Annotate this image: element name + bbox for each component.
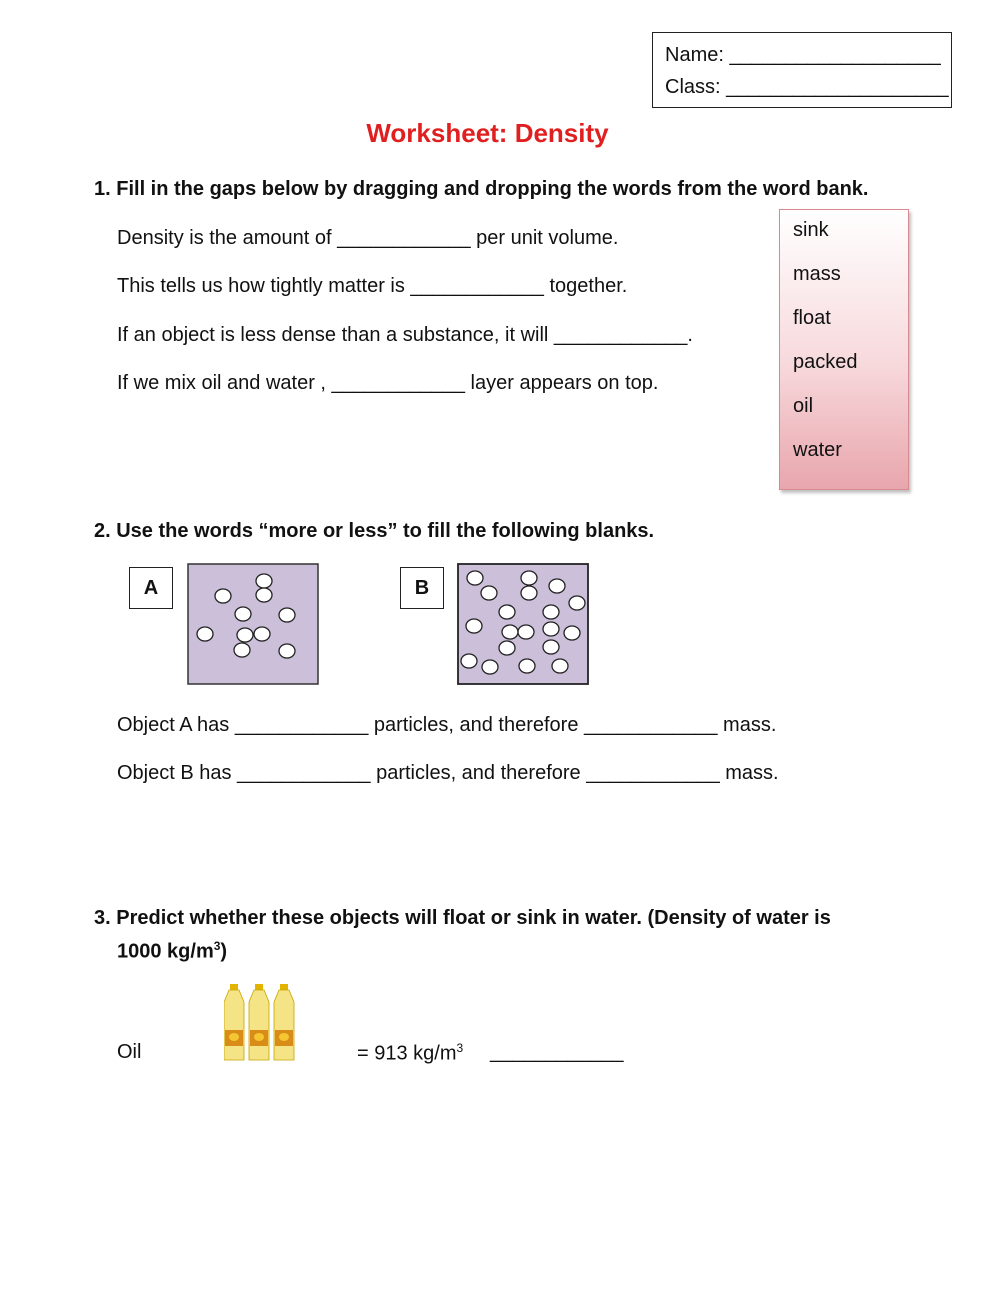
object-b-particle-box	[457, 563, 590, 686]
q1-line-1: Density is the amount of ____________ per unit volume.	[117, 227, 619, 249]
particle	[543, 640, 559, 654]
q1-line-2: This tells us how tightly matter is ____________ together.	[117, 275, 628, 297]
q2-line-2: Object B has ____________ particles, and therefore ____________ mass.	[117, 762, 779, 784]
particle	[521, 571, 537, 585]
class-field[interactable]: Class: ____________________	[665, 76, 949, 98]
particle	[256, 588, 272, 602]
word-bank-item[interactable]: mass	[793, 263, 841, 285]
q2-heading: 2. Use the words “more or less” to fill the following blanks.	[94, 520, 655, 542]
particle	[543, 622, 559, 636]
object-a-container	[188, 564, 318, 684]
oil-bottle-icon	[274, 984, 294, 1060]
particle	[461, 654, 477, 668]
particle	[543, 605, 559, 619]
particle	[235, 607, 251, 621]
word-bank-item[interactable]: float	[793, 307, 831, 329]
word-bank	[779, 209, 909, 490]
label-a: A	[129, 567, 173, 609]
particle	[518, 625, 534, 639]
label-b: B	[400, 567, 444, 609]
particle	[215, 589, 231, 603]
word-bank-item[interactable]: sink	[793, 219, 829, 241]
particle	[521, 586, 537, 600]
particle	[256, 574, 272, 588]
particle	[237, 628, 253, 642]
particle	[519, 659, 535, 673]
particle	[564, 626, 580, 640]
particle	[197, 627, 213, 641]
object-a-particle-box	[187, 563, 320, 686]
particle	[234, 643, 250, 657]
particle	[569, 596, 585, 610]
q3-heading-line-1: 3. Predict whether these objects will float or sink in water. (Density of water is	[94, 907, 831, 929]
particle	[499, 641, 515, 655]
particle	[279, 644, 295, 658]
oil-answer-blank[interactable]: ____________	[490, 1041, 624, 1063]
q1-line-4: If we mix oil and water , ____________ layer appears on top.	[117, 372, 659, 394]
word-bank-item[interactable]: water	[793, 439, 842, 461]
particle	[254, 627, 270, 641]
particle	[549, 579, 565, 593]
oil-bottle-icon	[224, 984, 244, 1060]
oil-density: = 913 $kg/m^3$	[357, 1041, 464, 1065]
particle	[481, 586, 497, 600]
oil-item-label: Oil	[117, 1041, 142, 1063]
oil-bottles-icon	[224, 984, 298, 1062]
word-bank-item[interactable]: packed	[793, 351, 858, 373]
particle	[466, 619, 482, 633]
particle	[552, 659, 568, 673]
oil-bottle-icon	[249, 984, 269, 1060]
page-title: Worksheet: Density	[366, 118, 609, 148]
q2-line-1: Object A has ____________ particles, and therefore ____________ mass.	[117, 714, 777, 736]
name-class-box	[652, 32, 952, 108]
q1-line-3: If an object is less dense than a substance, it will ____________.	[117, 324, 693, 346]
particle	[499, 605, 515, 619]
particle	[502, 625, 518, 639]
q3-heading-line-2: 1000 $kg/m^3$)	[117, 939, 228, 963]
q1-heading: 1. Fill in the gaps below by dragging and dropping the words from the word bank.	[94, 178, 869, 200]
particle	[467, 571, 483, 585]
word-bank-item[interactable]: oil	[793, 395, 814, 417]
particle	[279, 608, 295, 622]
name-field[interactable]: Name: ___________________	[665, 44, 941, 66]
particle	[482, 660, 498, 674]
